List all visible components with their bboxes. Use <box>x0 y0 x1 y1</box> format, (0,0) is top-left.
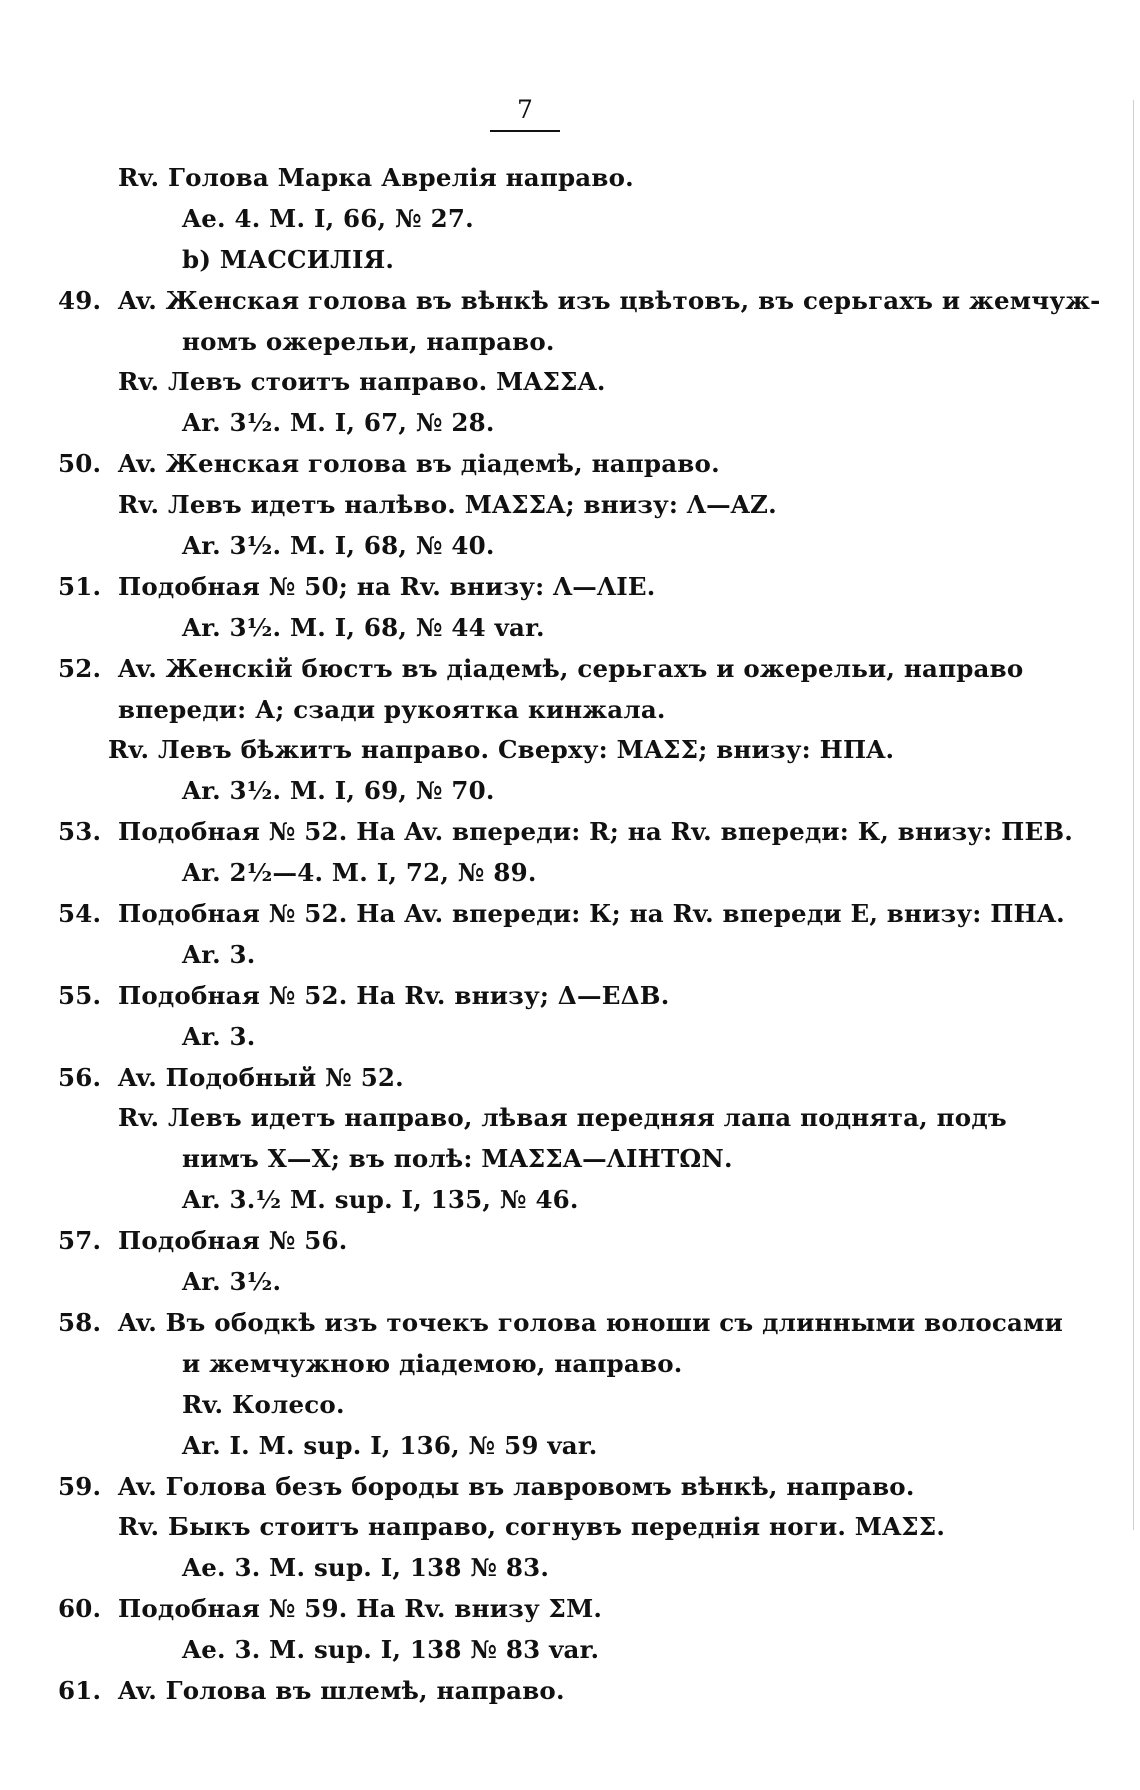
text-line <box>0 771 1140 812</box>
text-line <box>0 1671 1140 1712</box>
text-line <box>0 1098 1140 1139</box>
text-line <box>0 322 1140 363</box>
text-line <box>0 362 1140 403</box>
text-line <box>0 526 1140 567</box>
line-text: Ar. 3½. M. I, 68, № 44 var. <box>182 612 545 642</box>
line-text: Ae. 3. M. sup. I, 138 № 83 var. <box>182 1635 600 1665</box>
line-text: Rv. Левъ стоитъ направо. ΜΑΣΣΑ. <box>118 367 606 397</box>
entry-number: 49. <box>58 285 102 315</box>
entry-number: 53. <box>58 817 102 847</box>
entry-number: 51. <box>58 571 102 601</box>
entry-number: 54. <box>58 899 102 929</box>
entry-number: 56. <box>58 1062 102 1092</box>
text-line <box>0 935 1140 976</box>
line-text: Ar. 3½. M. I, 68, № 40. <box>182 531 495 561</box>
line-text: Ar. 3½. M. I, 69, № 70. <box>182 776 495 806</box>
text-line <box>0 976 1140 1017</box>
page-number-underline <box>490 130 560 132</box>
text-line <box>0 1139 1140 1180</box>
entry-number: 60. <box>58 1594 102 1624</box>
catalog-entries <box>0 158 1140 1712</box>
entry-number: 52. <box>58 653 102 683</box>
entry-number: 61. <box>58 1675 102 1705</box>
text-line <box>0 894 1140 935</box>
entry-number: 58. <box>58 1307 102 1337</box>
line-text: Ar. 2½—4. M. I, 72, № 89. <box>182 858 537 888</box>
text-line <box>0 1262 1140 1303</box>
entry-number: 55. <box>58 980 102 1010</box>
text-line <box>0 649 1140 690</box>
text-line <box>0 240 1140 281</box>
line-text: Rv. Левъ бѣжитъ направо. Сверху: ΜΑΣΣ; внизу: ΗΠΑ. <box>108 735 895 765</box>
text-line <box>0 1344 1140 1385</box>
text-line <box>0 1467 1140 1508</box>
line-text: нимъ Х—Х; въ полѣ: ΜΑΣΣΑ—ΛΙΗΤΩΝ. <box>182 1144 733 1174</box>
line-text: Av. Женскій бюстъ въ діадемѣ, серьгахъ и ожерельи, направо <box>118 653 1024 683</box>
line-text: b) МАССИЛІЯ. <box>182 244 395 274</box>
text-line <box>0 1589 1140 1630</box>
line-text: Подобная № 56. <box>118 1226 348 1256</box>
line-text: Av. Голова безъ бороды въ лавровомъ вѣнкѣ, направо. <box>118 1471 915 1501</box>
line-text: Av. Женская голова въ вѣнкѣ изъ цвѣтовъ, въ серьгахъ и жемчуж- <box>118 285 1101 315</box>
text-line <box>0 403 1140 444</box>
line-text: Ar. 3. <box>182 1021 256 1051</box>
line-text: Подобная № 52. На Av. впереди: К; на Rv. впереди Е, внизу: ΠΗΑ. <box>118 899 1065 929</box>
text-line <box>0 485 1140 526</box>
line-text: Rv. Левъ идетъ направо, лѣвая передняя лапа поднята, подъ <box>118 1103 1007 1133</box>
entry-number: 59. <box>58 1471 102 1501</box>
line-text: Подобная № 52. На Av. впереди: R; на Rv. впереди: К, внизу: ПЕВ. <box>118 817 1073 847</box>
text-line <box>0 1385 1140 1426</box>
text-line <box>0 730 1140 771</box>
line-text: Ar. I. M. sup. I, 136, № 59 var. <box>182 1430 598 1460</box>
text-line <box>0 1548 1140 1589</box>
line-text: впереди: А; сзади рукоятка кинжала. <box>118 694 666 724</box>
line-text: номъ ожерельи, направо. <box>182 326 555 356</box>
text-line <box>0 1630 1140 1671</box>
line-text: Rv. Колесо. <box>182 1389 345 1419</box>
text-line <box>0 1180 1140 1221</box>
text-line <box>0 1426 1140 1467</box>
line-text: Ar. 3½. <box>182 1267 282 1297</box>
text-line <box>0 608 1140 649</box>
page-number: 7 <box>517 95 533 124</box>
line-text: Подобная № 52. На Rv. внизу; Δ—ΕΔΒ. <box>118 980 670 1010</box>
line-text: Av. Подобный № 52. <box>118 1062 404 1092</box>
line-text: Rv. Левъ идетъ налѣво. ΜΑΣΣΑ; внизу: Λ—ΑΖ. <box>118 490 777 520</box>
text-line <box>0 812 1140 853</box>
text-line <box>0 158 1140 199</box>
text-line <box>0 1303 1140 1344</box>
entry-number: 57. <box>58 1226 102 1256</box>
line-text: Ae. 4. M. I, 66, № 27. <box>182 203 474 233</box>
line-text: Rv. Быкъ стоитъ направо, согнувъ переднія ноги. ΜΑΣΣ. <box>118 1512 946 1542</box>
line-text: Ar. 3.½ M. sup. I, 135, № 46. <box>182 1185 579 1215</box>
line-text: Подобная № 59. На Rv. внизу ΣΜ. <box>118 1594 603 1624</box>
line-text: Av. Женская голова въ діадемѣ, направо. <box>118 449 720 479</box>
text-line <box>0 281 1140 322</box>
text-line <box>0 444 1140 485</box>
entry-number: 50. <box>58 449 102 479</box>
line-text: Подобная № 50; на Rv. внизу: Λ—ΛΙΕ. <box>118 571 656 601</box>
line-text: Ae. 3. M. sup. I, 138 № 83. <box>182 1553 550 1583</box>
line-text: Ar. 3. <box>182 939 256 969</box>
text-line <box>0 199 1140 240</box>
line-text: Av. Голова въ шлемѣ, направо. <box>118 1675 565 1705</box>
text-line <box>0 690 1140 731</box>
text-line <box>0 1507 1140 1548</box>
text-line <box>0 1221 1140 1262</box>
line-text: Av. Въ ободкѣ изъ точекъ голова юноши съ длинными волосами <box>118 1307 1063 1337</box>
page-number-block <box>490 95 560 132</box>
text-line <box>0 853 1140 894</box>
text-line <box>0 1017 1140 1058</box>
text-line <box>0 567 1140 608</box>
text-line <box>0 1058 1140 1099</box>
line-text: Rv. Голова Марка Аврелія направо. <box>118 163 634 192</box>
line-text: и жемчужною діадемою, направо. <box>182 1348 683 1378</box>
line-text: Ar. 3½. M. I, 67, № 28. <box>182 408 495 438</box>
